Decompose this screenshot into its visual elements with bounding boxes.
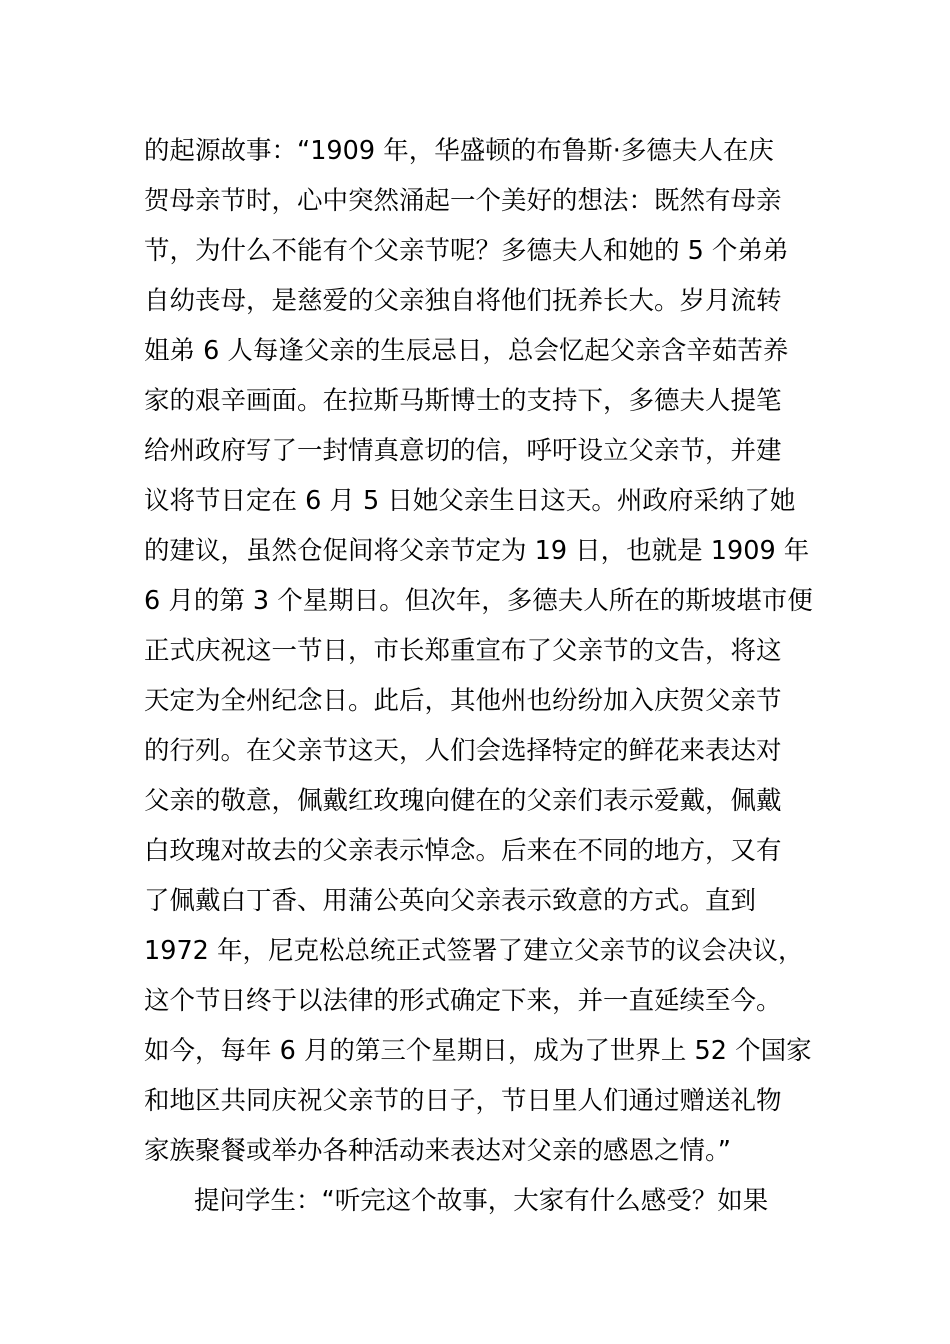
text-line: 白玫瑰对故去的父亲表示悼念。后来在不同的地方，又有	[144, 836, 782, 866]
text-line: 家族聚餐或举办各种活动来表达对父亲的感恩之情。”	[144, 1136, 731, 1166]
text-line: 和地区共同庆祝父亲节的日子，节日里人们通过赠送礼物	[144, 1086, 782, 1116]
text-line: 贺母亲节时，心中突然涌起一个美好的想法：既然有母亲	[144, 186, 782, 216]
text-line: 的建议，虽然仓促间将父亲节定为 19 日，也就是 1909 年	[144, 536, 810, 566]
text-line: 给州政府写了一封情真意切的信，呼吁设立父亲节，并建	[144, 436, 782, 466]
text-line: 如今，每年 6 月的第三个星期日，成为了世界上 52 个国家	[144, 1036, 812, 1066]
text-line: 正式庆祝这一节日，市长郑重宣布了父亲节的文告，将这	[144, 636, 782, 666]
text-line: 自幼丧母，是慈爱的父亲独自将他们抚养长大。岁月流转	[144, 286, 782, 316]
body-text	[144, 126, 816, 1226]
text-line: 天定为全州纪念日。此后，其他州也纷纷加入庆贺父亲节	[144, 686, 782, 716]
text-line: 议将节日定在 6 月 5 日她父亲生日这天。州政府采纳了她	[144, 486, 796, 516]
text-line: 的行列。在父亲节这天，人们会选择特定的鲜花来表达对	[144, 736, 782, 766]
text-line: 1972 年，尼克松总统正式签署了建立父亲节的议会决议，	[144, 936, 804, 966]
text-line-indented: 提问学生：“听完这个故事，大家有什么感受？如果	[194, 1186, 769, 1216]
text-line: 节，为什么不能有个父亲节呢？多德夫人和她的 5 个弟弟	[144, 236, 789, 266]
text-line: 家的艰辛画面。在拉斯马斯博士的支持下，多德夫人提笔	[144, 386, 782, 416]
text-line: 父亲的敬意，佩戴红玫瑰向健在的父亲们表示爱戴，佩戴	[144, 786, 782, 816]
text-line: 这个节日终于以法律的形式确定下来，并一直延续至今。	[144, 986, 782, 1016]
text-line: 6 月的第 3 个星期日。但次年，多德夫人所在的斯坡堪市便	[144, 586, 813, 616]
text-line: 姐弟 6 人每逢父亲的生辰忌日，总会忆起父亲含辛茹苦养	[144, 336, 789, 366]
text-line: 了佩戴白丁香、用蒲公英向父亲表示致意的方式。直到	[144, 886, 757, 916]
text-line: 的起源故事：“1909 年，华盛顿的布鲁斯·多德夫人在庆	[144, 136, 774, 166]
